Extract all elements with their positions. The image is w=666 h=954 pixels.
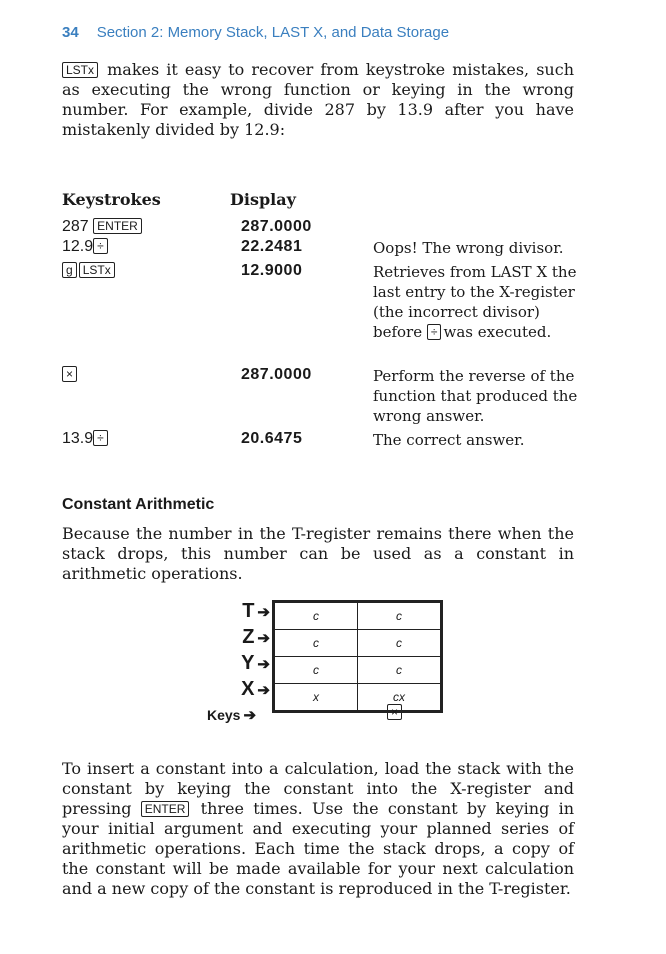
- arrow-icon: ➔: [257, 604, 270, 621]
- lstx-key: LSTx: [79, 262, 115, 278]
- paragraph-text: To insert a constant into a calculation, load the stack with the constant by keying the constant into the X-register and pressing: [62, 759, 574, 818]
- description-text: was executed.: [443, 323, 552, 341]
- stack-cell: c: [358, 630, 441, 657]
- section-heading: Section 2: Memory Stack, LAST X, and Data Storage: [96, 24, 450, 41]
- arrow-icon: ➔: [257, 682, 270, 699]
- divide-key: ÷: [93, 430, 108, 446]
- constant-paragraph: Because the number in the T-register remains there when the stack drops, this number can be used as a constant in arithmetic operations.: [62, 524, 574, 583]
- stack-cell: x: [275, 684, 358, 711]
- stack-diagram: [180, 598, 480, 728]
- keystroke-number: 13.9: [62, 430, 94, 447]
- intro-text: makes it easy to recover from keystroke mistakes, such as executing the wrong function or keying in the wrong number. For example, divide 287 by 13.9 after you have mistakenly divided by 12.9:: [62, 60, 574, 139]
- display-value: 20.6475: [241, 430, 303, 447]
- display-value: 12.9000: [241, 262, 303, 279]
- register-label-x: [241, 678, 270, 701]
- row-description: The correct answer.: [373, 431, 525, 449]
- stack-cell: c: [275, 657, 358, 684]
- stack-row-y: [275, 657, 441, 684]
- keys-label: [207, 706, 256, 724]
- page-header: [62, 24, 449, 41]
- insert-constant-paragraph: [62, 759, 574, 899]
- stack-row-x: [275, 684, 441, 711]
- stack-row-z: [275, 630, 441, 657]
- section-title: Constant Arithmetic: [62, 496, 215, 513]
- divide-key: ÷: [93, 238, 108, 254]
- display-header: Display: [230, 190, 296, 209]
- stack-cell: c: [275, 630, 358, 657]
- row-description: Perform the reverse of the function that produced the wrong answer.: [373, 367, 578, 425]
- enter-key: ENTER: [93, 218, 142, 234]
- g-key: g: [62, 262, 77, 278]
- intro-paragraph: [62, 60, 574, 140]
- row-description: Oops! The wrong divisor.: [373, 239, 564, 257]
- multiply-key: ×: [387, 704, 402, 720]
- arrow-icon: ➔: [257, 630, 270, 647]
- register-name: X: [241, 678, 255, 700]
- stack-cell: cx: [358, 684, 441, 711]
- stack-grid: [272, 600, 443, 713]
- register-label-t: [242, 600, 270, 623]
- register-label-y: [241, 652, 270, 675]
- register-name: T: [242, 600, 255, 622]
- register-name: Z: [242, 626, 255, 648]
- stack-row-t: [275, 603, 441, 630]
- stack-cell: c: [358, 657, 441, 684]
- description-text: Retrieves from LAST X the last entry to the X-register (the incorrect divisor) before: [373, 263, 577, 341]
- stack-cell: c: [275, 603, 358, 630]
- keystroke-number: 287: [62, 218, 89, 235]
- stack-cell: c: [358, 603, 441, 630]
- row-description: [373, 262, 583, 342]
- multiply-key: ×: [62, 366, 77, 382]
- arrow-icon: ➔: [243, 707, 257, 724]
- page-number: 34: [62, 24, 79, 41]
- arrow-icon: ➔: [257, 656, 270, 673]
- keystroke-number: 12.9: [62, 238, 94, 255]
- paragraph-text: three times. Use the constant by keying in your initial argument and executing your planned series of arithmetic operations. Each time the stack drops, a copy of the constant will be made available for your next calculation and a new copy of the constant is reproduced in the T-register.: [62, 799, 574, 898]
- enter-key: ENTER: [141, 801, 190, 817]
- lstx-key: LSTx: [62, 62, 98, 78]
- divide-key: ÷: [427, 324, 442, 340]
- keys-text: Keys: [207, 707, 241, 723]
- register-name: Y: [241, 652, 255, 674]
- display-value: 287.0000: [241, 218, 312, 235]
- display-value: 22.2481: [241, 238, 303, 255]
- keystrokes-header: Keystrokes: [62, 190, 161, 209]
- display-value: 287.0000: [241, 366, 312, 383]
- register-label-z: [242, 626, 270, 649]
